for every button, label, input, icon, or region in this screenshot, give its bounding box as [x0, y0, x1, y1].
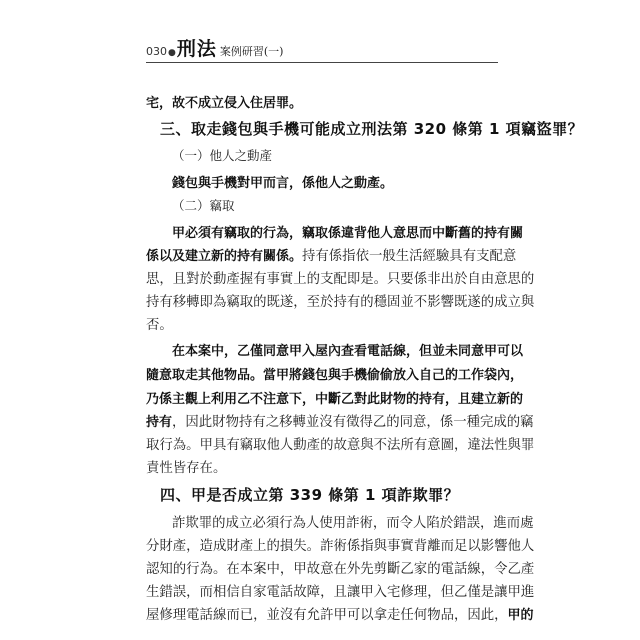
body-line: 思，且對於動產握有事實上的支配即是。只要係非出於自由意思的: [146, 272, 535, 287]
section-heading: 四、甲是否成立第 339 條第 1 項詐欺罪？: [160, 486, 460, 504]
body-line: 取行為。甲具有竊取他人動產的故意與不法所有意圖，違法性與罪: [146, 438, 535, 453]
header-rule: [146, 62, 498, 63]
body-line: 否。: [146, 318, 173, 333]
body-line: [146, 245, 516, 264]
body-line: 生錯誤，而相信自家電話故障，且讓甲入宅修理，但乙僅是讓甲進: [146, 585, 535, 600]
body-line: 持有移轉即為竊取的既遂，至於持有的穩固並不影響既遂的成立與: [146, 295, 535, 310]
subsection-heading: （一）他人之動產: [172, 148, 273, 163]
subsection-heading: （二）竊取: [172, 198, 235, 213]
running-header: [146, 34, 283, 58]
body-line: 甲必須有竊取的行為，竊取係違背他人意思而中斷舊的持有關: [172, 226, 524, 241]
body-line: 隨意取走其他物品。當甲將錢包與手機偷偷放入自己的工作袋內，: [146, 368, 524, 383]
body-line: 責性皆存在。: [146, 461, 227, 476]
text-run: 屋修理電話線而已，並沒有允許甲可以拿走任何物品，因此，: [146, 608, 508, 623]
body-line: 分財產，造成財產上的損失。詐術係指與事實背離而足以影響他人: [146, 539, 535, 554]
body-line: [146, 604, 534, 623]
bold-run: 係以及建立新的持有關係。: [146, 249, 303, 264]
body-line: [146, 411, 534, 430]
header-separator: ●: [168, 48, 176, 58]
section-heading: 三、取走錢包與手機可能成立刑法第 320 條第 1 項竊盜罪？: [160, 120, 584, 138]
bold-run: 甲的: [507, 608, 534, 623]
body-line: 錢包與手機對甲而言，係他人之動產。: [172, 176, 394, 191]
body-line: 宅，故不成立侵入住居罪。: [146, 96, 303, 111]
book-subtitle: 案例研習(一): [219, 45, 284, 58]
text-run: ，因此財物持有之移轉並沒有徵得乙的同意，係一種完成的竊: [172, 415, 534, 430]
text-run: 持有係指依一般生活經驗具有支配意: [302, 249, 517, 264]
bold-run: 持有: [146, 415, 173, 430]
body-line: 詐欺罪的成立必須行為人使用詐術，而令人陷於錯誤，進而處: [172, 516, 534, 531]
body-line: 認知的行為。在本案中，甲故意在外先剪斷乙家的電話線，令乙產: [146, 562, 535, 577]
book-title: 刑法: [176, 38, 217, 60]
body-line: 乃係主觀上利用乙不注意下，中斷乙對此財物的持有，且建立新的: [146, 392, 524, 407]
body-line: 在本案中，乙僅同意甲入屋內查看電話線，但並未同意甲可以: [172, 344, 524, 359]
page-number: 030: [146, 45, 167, 58]
